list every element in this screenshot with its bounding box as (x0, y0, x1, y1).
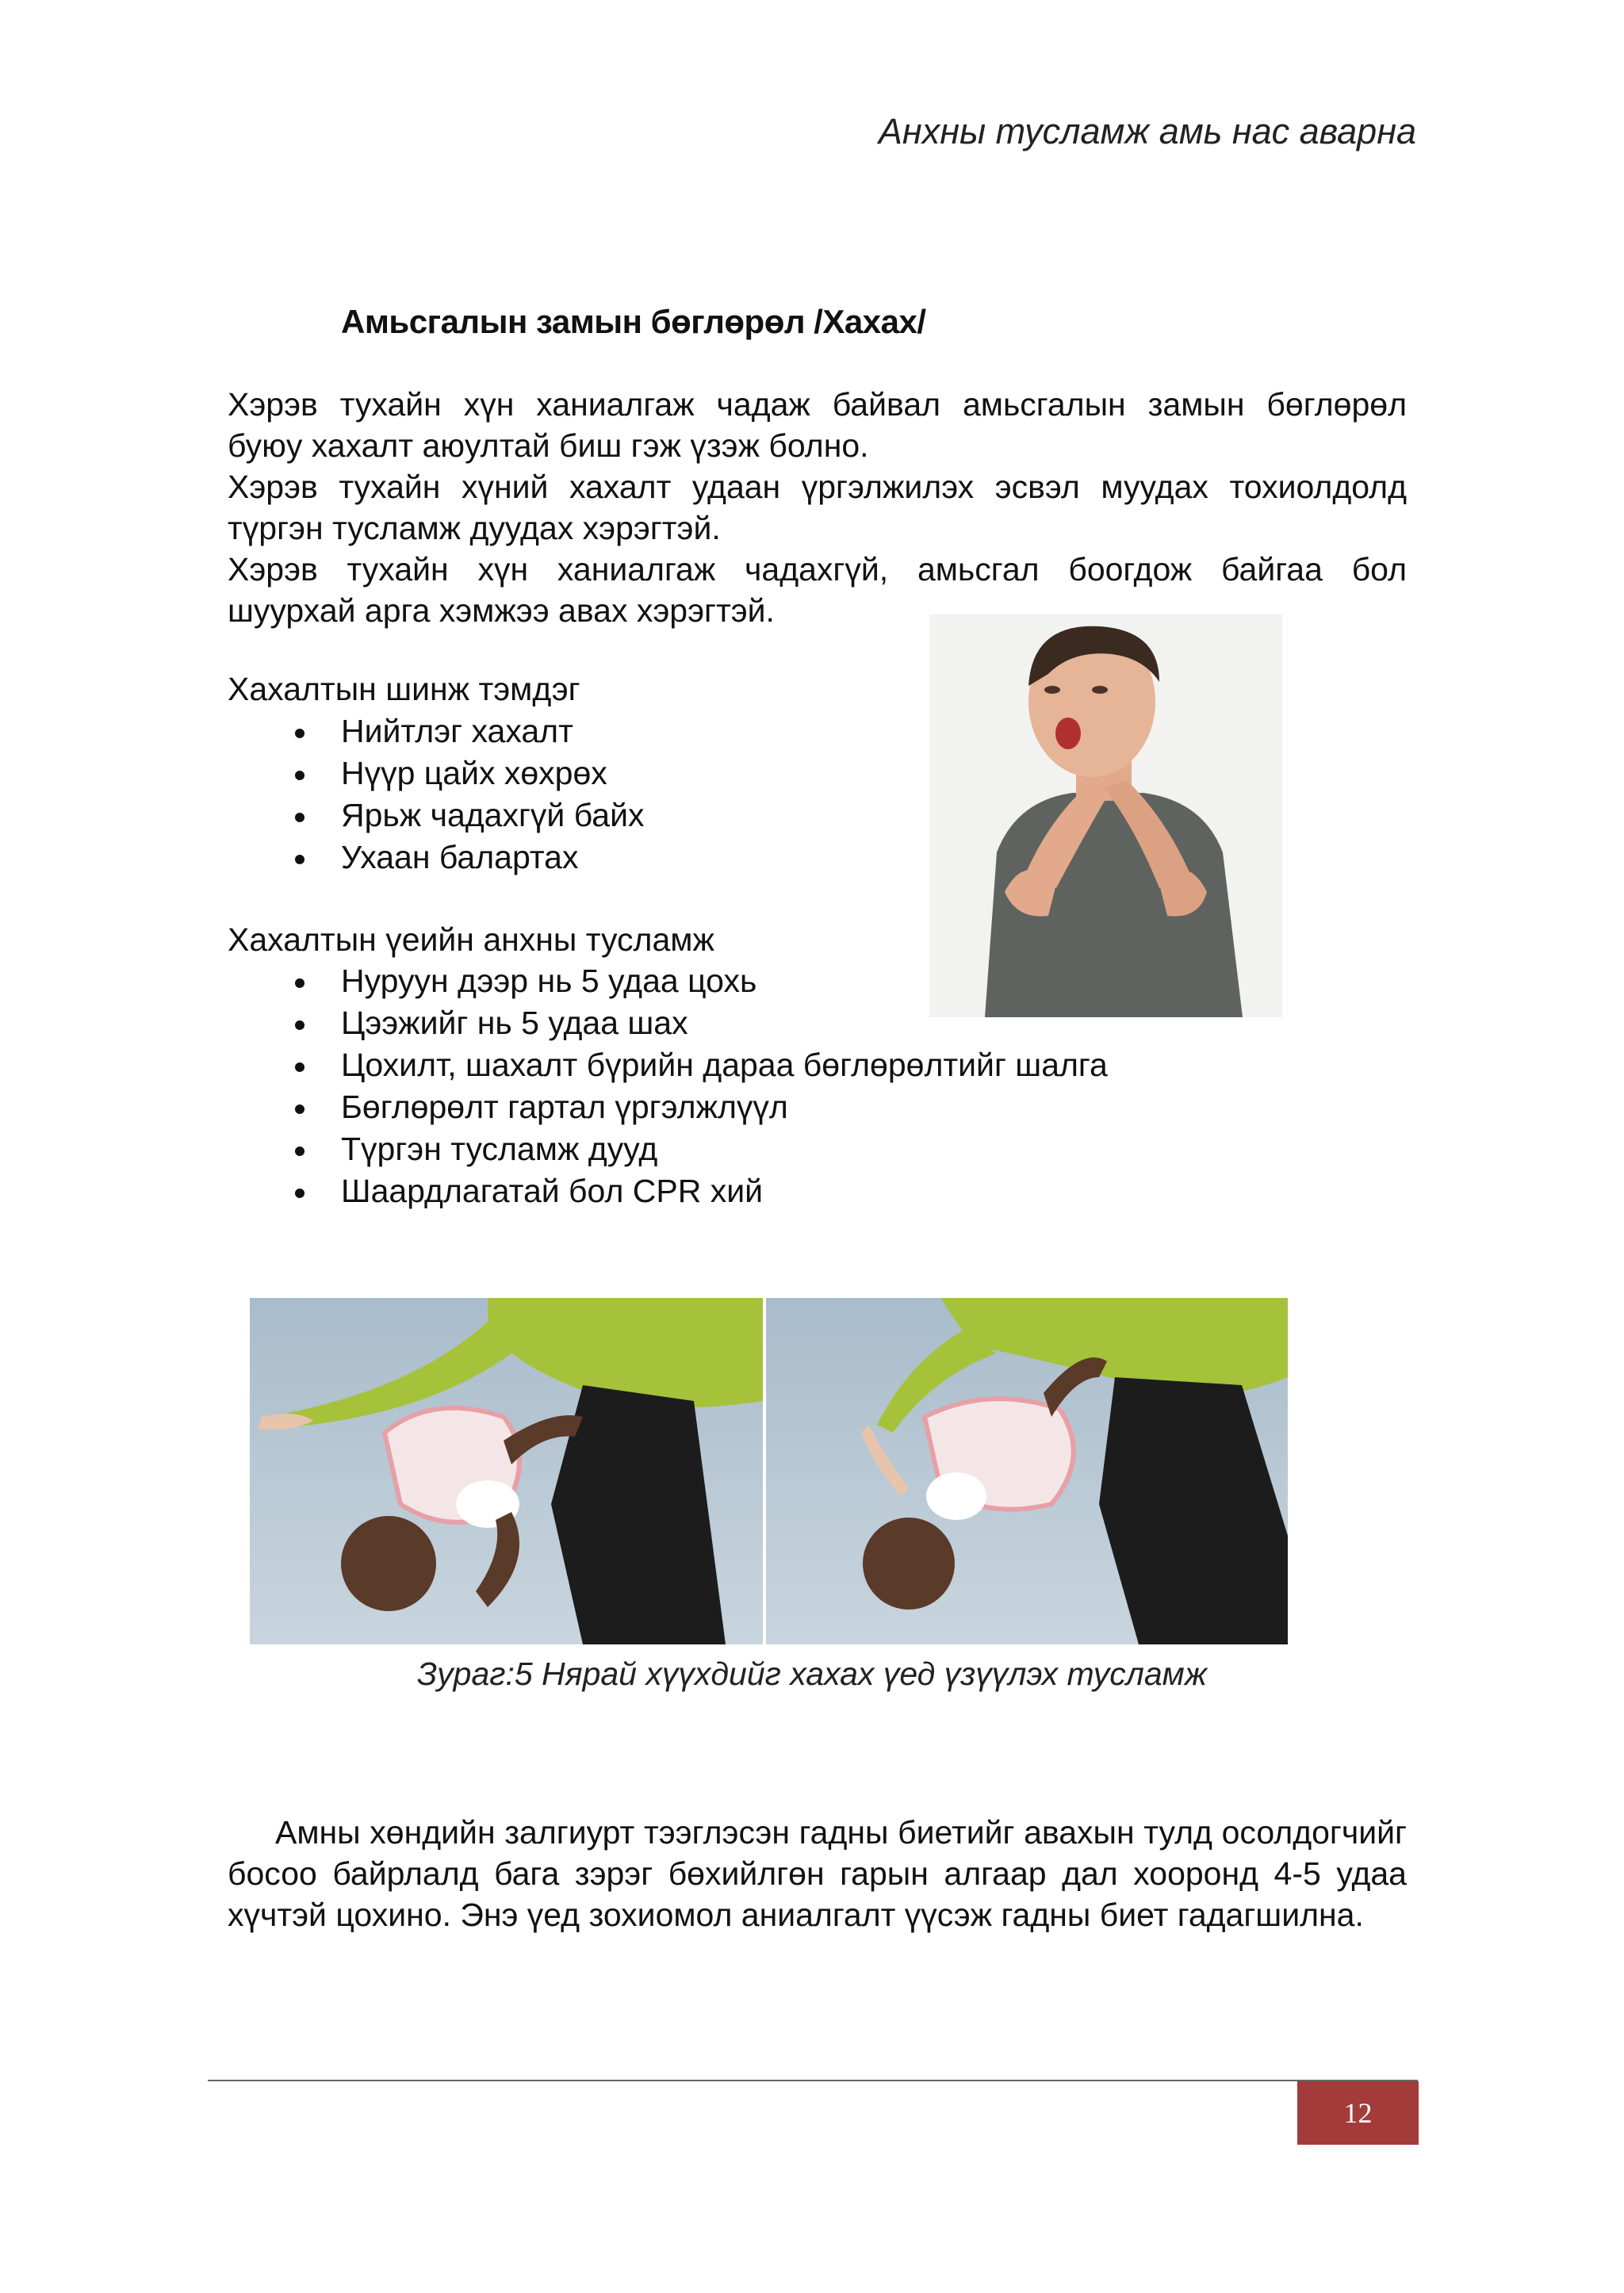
list-item: Шаардлагатай бол CPR хий (341, 1170, 1108, 1212)
infant-chest-thrusts-photo (766, 1298, 1288, 1644)
section-title: Амьсгалын замын бөглөрөл /Хахах/ (341, 303, 926, 340)
symptoms-heading: Хахалтын шинж тэмдэг (228, 671, 580, 707)
intro-paragraph (228, 384, 1407, 631)
list-item: Цохилт, шахалт бүрийн дараа бөглөрөлтийг шалга (341, 1044, 1108, 1086)
bottom-paragraph-text: Амны хөндийн залгиурт тээглэсэн гадны биетийг авахын тулд осолдогчийг босоо байрлалд бага зэрэг бөхийлгөн гарын алгаар дал хооронд 4-5 удаа хүчтэй цохино. Энэ үед зохиомол аниалгалт үүсэж гадны биет гадагшилна. (228, 1814, 1407, 1933)
list-item: Ухаан балартах (341, 836, 644, 879)
infant-back-blows-photo (250, 1298, 763, 1644)
first-aid-list (341, 960, 1108, 1212)
intro-line: Хэрэв тухайн хүний хахалт удаан үргэлжилэх эсвэл муудах тохиолдолд (228, 469, 1407, 505)
intro-line: Хэрэв тухайн хүн ханиалгаж чадахгүй, амьсгал боогдож байгаа бол (228, 551, 1407, 588)
list-item: Нийтлэг хахалт (341, 710, 644, 752)
page-number-badge: 12 (1297, 2081, 1419, 2145)
list-item: Түргэн тусламж дууд (341, 1128, 1108, 1170)
symptoms-list (341, 710, 644, 879)
first-aid-heading: Хахалтын үеийн анхны тусламж (228, 921, 714, 958)
bottom-paragraph (228, 1812, 1407, 1935)
list-item: Нүүр цайх хөхрөх (341, 752, 644, 794)
list-item: Нуруун дээр нь 5 удаа цохь (341, 960, 1108, 1002)
list-item: Цээжийг нь 5 удаа шах (341, 1002, 1108, 1044)
intro-line: шуурхай арга хэмжээ авах хэрэгтэй. (228, 592, 775, 629)
figure-caption: Зураг:5 Нярай хүүхдийг хахах үед үзүүлэх тусламж (416, 1656, 1207, 1692)
list-item: Ярьж чадахгүй байх (341, 794, 644, 836)
running-header: Анхны тусламж амь нас аварна (878, 111, 1416, 151)
intro-line: Хэрэв тухайн хүн ханиалгаж чадаж байвал амьсгалын замын бөглөрөл (228, 386, 1407, 423)
intro-line: буюу хахалт аюултай биш гэж үзэж болно. (228, 427, 869, 464)
footer-divider (208, 2080, 1418, 2081)
list-item: Бөглөрөлт гартал үргэлжлүүл (341, 1086, 1108, 1128)
intro-line: түргэн тусламж дуудах хэрэгтэй. (228, 510, 721, 546)
choking-man-photo (929, 614, 1282, 1017)
